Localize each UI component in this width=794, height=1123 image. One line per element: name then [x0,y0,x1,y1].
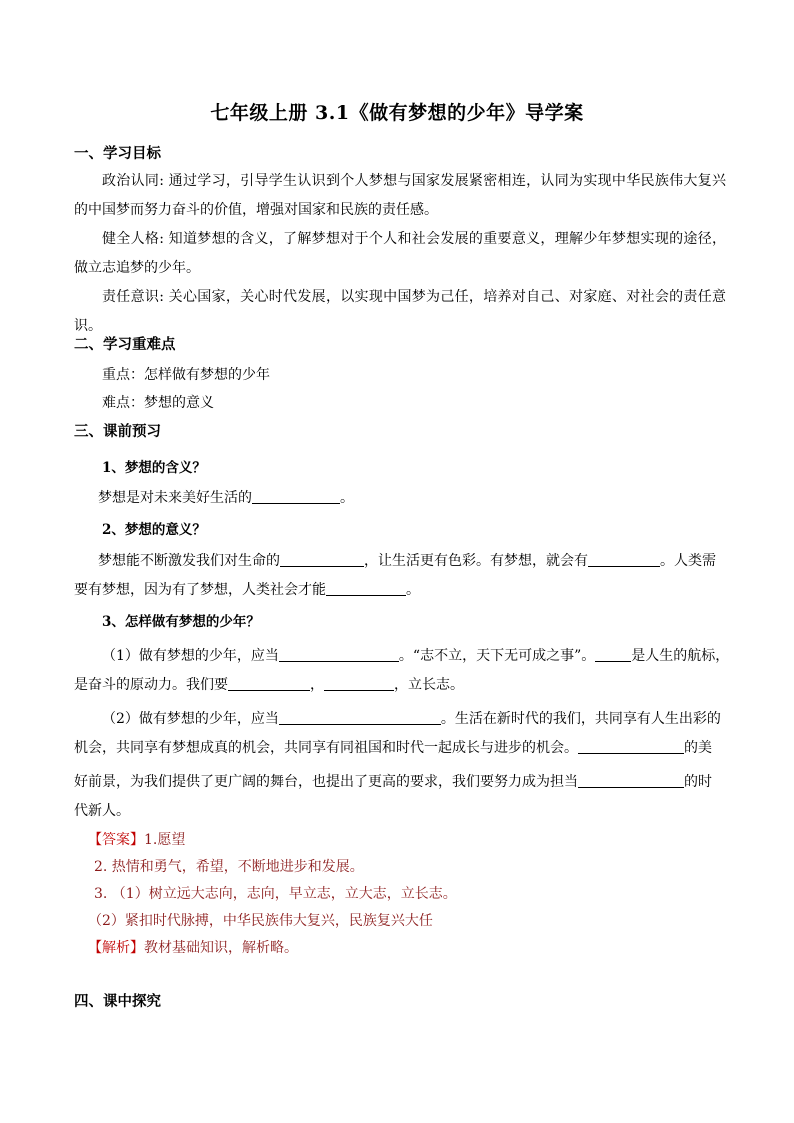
fill-text: 是奋斗的原动力。我们要 [74,677,228,693]
fill-text: 的美 [684,740,712,756]
fill-blank[interactable] [578,773,684,788]
fill-text: 的时 [684,774,712,790]
fill-text: 。 [340,490,354,506]
answer-line-4: （2）紧扣时代脉搏，中华民族伟大复兴，民族复兴大任 [88,913,433,929]
fill-text: ，让生活更有色彩。有梦想，就会有 [364,553,588,569]
question-2: 2、梦想的意义？ [102,522,206,538]
section-heading-objectives: 一、学习目标 [74,145,161,162]
question-2-fill-line1 [98,550,716,570]
answer-line-3: 3. （1）树立远大志向，志向，早立志，立大志，立长志。 [94,886,457,902]
fill-text: 是人生的航标， [631,648,730,664]
objective-text: 通过学习，引导学生认识到个人梦想与国家发展紧密相连，认同为实现中华民族伟大复兴的中国梦而努力奋斗的价值，增强对国家和民族的责任感。 [74,173,727,218]
fill-text: 梦想能不断激发我们对生命的 [98,553,280,569]
question-3-2-line4: 代新人。 [74,803,130,819]
analysis-label: 【解析】 [88,940,144,956]
fill-blank[interactable] [280,552,364,567]
question-3: 3、怎样做有梦想的少年？ [102,614,260,630]
analysis-line [88,937,298,957]
fill-text: 。人类需 [660,553,716,569]
question-2-fill-line2 [74,579,420,599]
section-heading-exploration: 四、课中探究 [74,993,161,1010]
fill-text: 好前景，为我们提供了更广阔的舞台，也提出了更高的要求，我们要努力成为担当 [74,774,578,790]
answer-label: 【答案】 [88,832,144,848]
question-1-fill [98,487,354,507]
question-3-1-line2 [74,674,464,694]
fill-text: 机会，共同享有梦想成真的机会，共同享有同祖国和时代一起成长与进步的机会。 [74,740,578,756]
fill-blank[interactable] [588,552,660,567]
fill-blank[interactable] [326,581,406,596]
answer-line-1 [88,829,185,849]
objective-text: 关心国家，关心时代发展，以实现中国梦为己任，培养对自己、对家庭、对社会的责任意识。 [74,289,727,334]
objective-text: 知道梦想的含义，了解梦想对于个人和社会发展的重要意义，理解少年梦想实现的途径，做立志追梦的少年。 [74,231,727,276]
fill-text: 梦想是对未来美好生活的 [98,490,252,506]
fill-blank[interactable] [324,676,394,691]
answer-line-2: 2. 热情和勇气，希望，不断地进步和发展。 [94,859,364,875]
question-1: 1、梦想的含义？ [102,460,206,476]
fill-text: 。“志不立，天下无可成之事”。 [398,648,596,664]
objective-political [74,167,726,225]
fill-text: 。生活在新时代的我们，共同享有人生出彩的 [440,711,721,727]
fill-text: （1）做有梦想的少年，应当 [102,648,279,664]
difficult-point: 难点：梦想的意义 [102,395,214,411]
objective-label: 政治认同: [102,173,164,189]
fill-blank[interactable] [252,489,340,504]
analysis-text: 教材基础知识，解析略。 [144,940,298,956]
fill-blank[interactable] [595,647,631,662]
question-3-1-line1 [102,645,729,665]
fill-text: 。 [406,582,420,598]
section-heading-preview: 三、课前预习 [74,423,161,440]
page-title: 七年级上册 3.1《做有梦想的少年》导学案 [210,102,584,124]
fill-blank[interactable] [279,710,441,725]
objective-label: 责任意识: [102,289,164,305]
question-3-2-line2 [74,737,712,757]
fill-blank[interactable] [578,739,684,754]
fill-blank[interactable] [228,676,310,691]
fill-blank[interactable] [279,647,399,662]
fill-text: 要有梦想，因为有了梦想，人类社会才能 [74,582,326,598]
fill-text: （2）做有梦想的少年，应当 [102,711,279,727]
question-3-2-line1 [102,708,721,728]
fill-text: ， [310,677,324,693]
fill-text: ，立长志。 [394,677,464,693]
key-point: 重点：怎样做有梦想的少年 [102,367,270,383]
objective-label: 健全人格: [102,231,164,247]
objective-personality [74,225,726,283]
question-3-2-line3 [74,771,712,791]
answer-text: 1.愿望 [144,832,186,848]
section-heading-key-points: 二、学习重难点 [74,336,176,353]
